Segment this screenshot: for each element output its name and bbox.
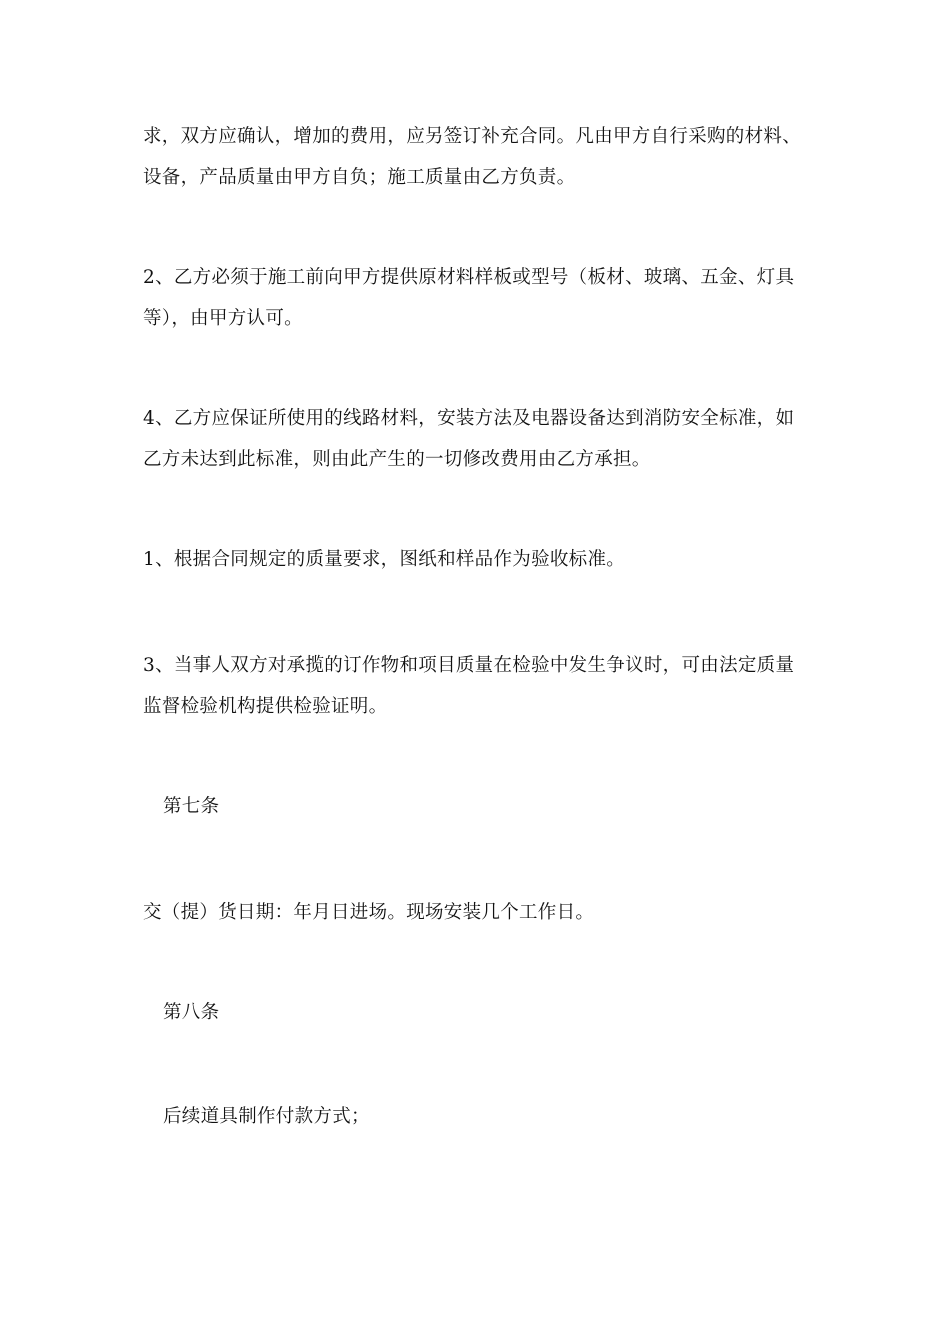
- paragraph-fire-safety: 4、乙方应保证所使用的线路材料，安装方法及电器设备达到消防安全标准，如乙方未达到此标准，则由此产生的一切修改费用由乙方承担。: [143, 408, 795, 470]
- article-8-heading: 第八条: [163, 1002, 220, 1023]
- paragraph-material-samples: 2、乙方必须于施工前向甲方提供原材料样板或型号（板材、玻璃、五金、灯具等），由甲方认可。: [143, 267, 795, 329]
- paragraph-quality-responsibility: 求，双方应确认，增加的费用，应另签订补充合同。凡由甲方自行采购的材料、设备，产品质量由甲方自负；施工质量由乙方负责。: [143, 126, 802, 188]
- paragraph-acceptance-standard: 1、根据合同规定的质量要求，图纸和样品作为验收标准。: [143, 549, 626, 570]
- paragraph-payment-method: 后续道具制作付款方式；: [163, 1106, 370, 1127]
- paragraph-dispute-inspection: 3、当事人双方对承揽的订作物和项目质量在检验中发生争议时，可由法定质量监督检验机构提供检验证明。: [143, 655, 795, 717]
- paragraph-delivery-date: 交（提）货日期：年月日进场。现场安装几个工作日。: [143, 902, 595, 923]
- article-7-heading: 第七条: [163, 796, 220, 817]
